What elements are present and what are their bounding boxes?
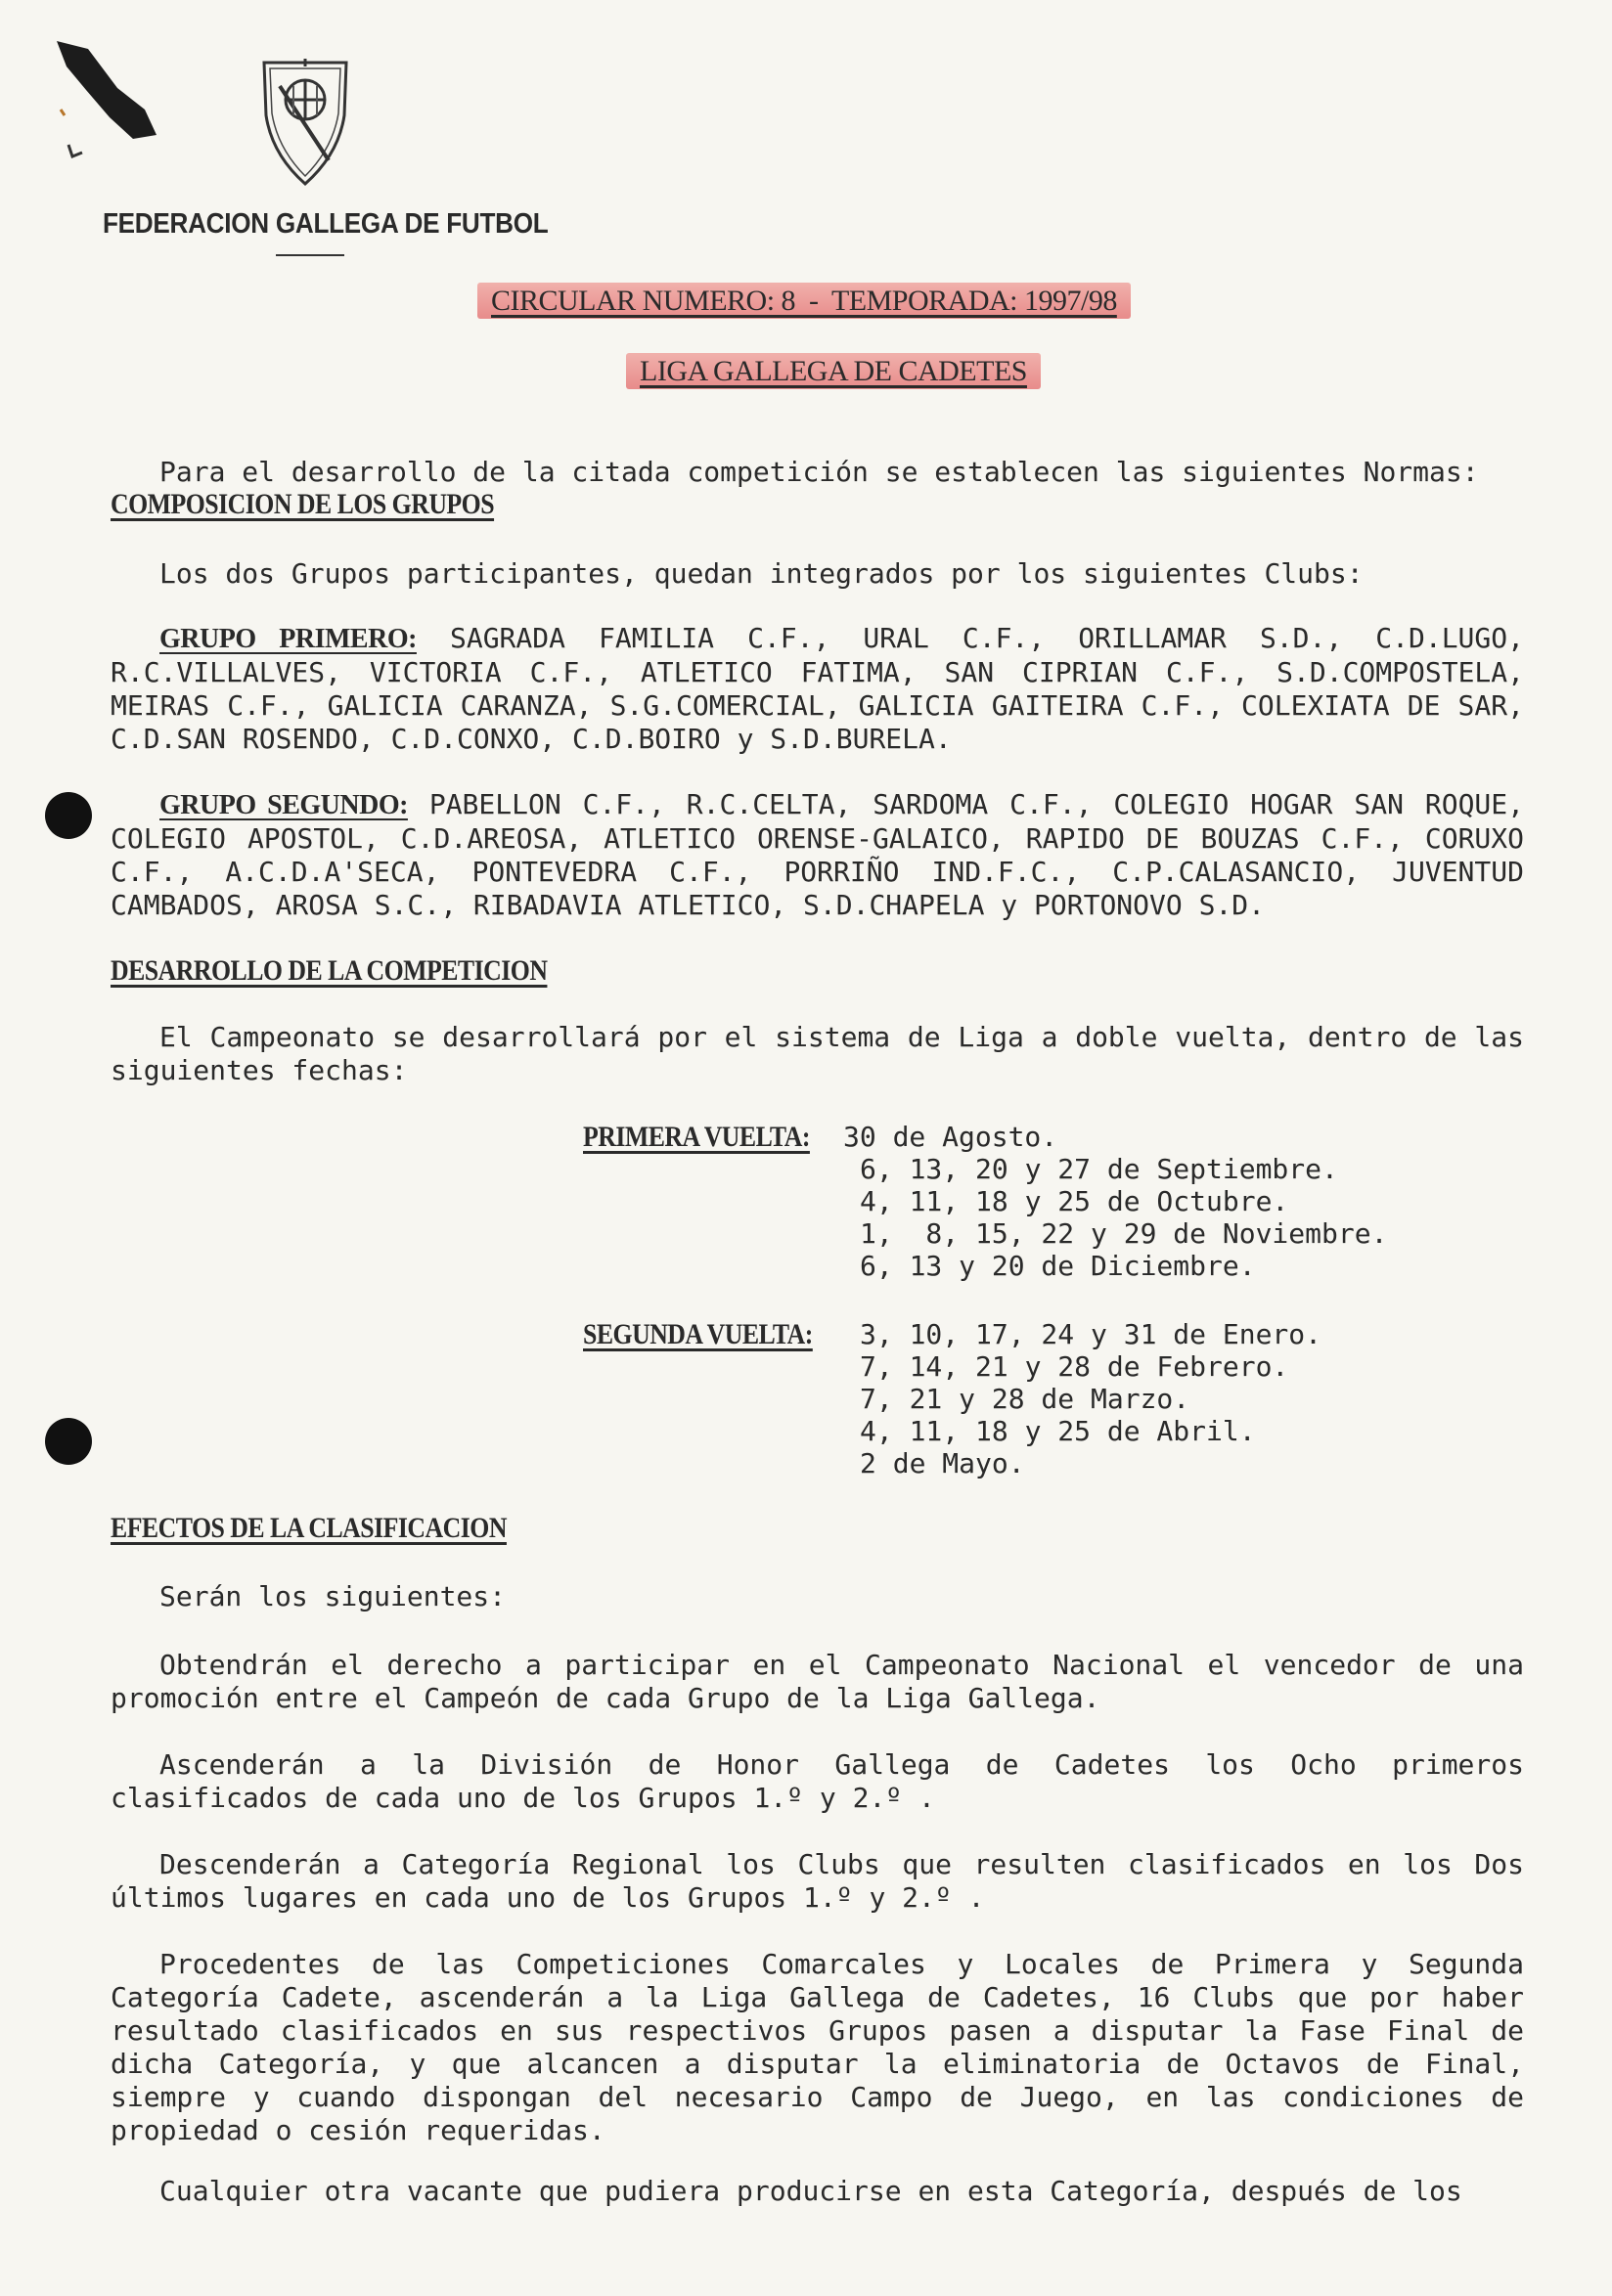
- circular-title: CIRCULAR NUMERO: 8 - TEMPORADA: 1997/98: [477, 283, 1131, 319]
- circular-heading: [477, 285, 1131, 318]
- development-paragraph: El Campeonato se desarrollará por el sistema de Liga a doble vuelta, dentro de las siguientes fechas:: [111, 1021, 1524, 1086]
- second-round-dates: [860, 1318, 1321, 1479]
- corner-stain: [49, 20, 176, 166]
- federation-name: FEDERACION GALLEGA DE FUTBOL: [103, 208, 549, 240]
- effects-intro: Serán los siguientes:: [159, 1580, 507, 1612]
- first-round-dates: [843, 1121, 1387, 1282]
- first-round-label: PRIMERA VUELTA:: [583, 1121, 810, 1153]
- effects-paragraph-2: Ascenderán a la División de Honor Gallega de Cadetes los Ocho primeros clasificados de cada uno de los Grupos 1.º y 2.º .: [111, 1748, 1524, 1814]
- competition-title: LIGA GALLEGA DE CADETES: [626, 353, 1041, 389]
- section-title-composition: COMPOSICION DE LOS GRUPOS: [111, 488, 495, 520]
- first-round-date: 1, 8, 15, 22 y 29 de Noviembre.: [860, 1217, 1388, 1250]
- effects-paragraph-3: Descenderán a Categoría Regional los Clubs que resulten clasificados en los Dos últimos lugares en cada uno de los Grupos 1.º y 2.º .: [111, 1848, 1524, 1914]
- effects-paragraph-5: Cualquier otra vacante que pudiera producirse en esta Categoría, después de los: [159, 2175, 1462, 2207]
- first-round-date: 6, 13 y 20 de Diciembre.: [860, 1250, 1256, 1282]
- punch-hole: [45, 1418, 92, 1465]
- group-one-paragraph: [111, 622, 1524, 756]
- group-two-label: GRUPO SEGUNDO:: [159, 790, 408, 820]
- effects-paragraph-4: Procedentes de las Competiciones Comarcales y Locales de Primera y Segunda Categoría Cadete, ascenderán a la Liga Gallega de Cadetes, 16 Clubs que por haber resultado clasificados en sus respectivos Grupos pasen a disputar la Fase Final de dicha Categoría, y que alcancen a disputar la eliminatoria de Octavos de Final, siempre y cuando dispongan del necesario Campo de Juego, en las condiciones de propiedad o cesión requeridas.: [111, 1948, 1524, 2146]
- first-round-date: 6, 13, 20 y 27 de Septiembre.: [860, 1153, 1338, 1185]
- second-round-date: 3, 10, 17, 24 y 31 de Enero.: [860, 1318, 1322, 1350]
- first-round-date: 4, 11, 18 y 25 de Octubre.: [860, 1185, 1289, 1217]
- section-title-development: DESARROLLO DE LA COMPETICION: [111, 954, 548, 987]
- group-one-clubs: SAGRADA FAMILIA C.F., URAL C.F., ORILLAMAR S.D., C.D.LUGO, R.C.VILLALVES, VICTORIA C.F., ATLETICO FATIMA, SAN CIPRIAN C.F., S.D.COMPOSTELA, MEIRAS C.F., GALICIA CARANZA, S.G.COMERCIAL, GALICIA GAITEIRA C.F., COLEXIATA DE SAR, C.D.SAN ROSENDO, C.D.CONXO, C.D.BOIRO y S.D.BURELA.: [111, 622, 1524, 755]
- competition-heading: [626, 355, 1041, 388]
- second-round-date: 4, 11, 18 y 25 de Abril.: [860, 1415, 1256, 1447]
- federation-divider: [276, 254, 344, 256]
- second-round-label: SEGUNDA VUELTA:: [583, 1318, 813, 1350]
- group-two-clubs: PABELLON C.F., R.C.CELTA, SARDOMA C.F., COLEGIO HOGAR SAN ROQUE, COLEGIO APOSTOL, C.D.AREOSA, ATLETICO ORENSE-GALAICO, RAPIDO DE BOUZAS C.F., CORUXO C.F., A.C.D.A'SECA, PONTEVEDRA C.F., PORRIÑO IND.F.C., C.P.CALASANCIO, JUVENTUD CAMBADOS, AROSA S.C., RIBADAVIA ATLETICO, S.D.CHAPELA y PORTONOVO S.D.: [111, 788, 1525, 921]
- intro-paragraph: Para el desarrollo de la citada competición se establecen las siguientes Normas:: [159, 456, 1479, 488]
- federation-shield-logo: [260, 57, 350, 188]
- section-title-effects: EFECTOS DE LA CLASIFICACION: [111, 1512, 507, 1544]
- second-round-date: 7, 14, 21 y 28 de Febrero.: [860, 1350, 1289, 1383]
- composition-intro: Los dos Grupos participantes, quedan integrados por los siguientes Clubs:: [159, 557, 1364, 590]
- effects-paragraph-1: Obtendrán el derecho a participar en el Campeonato Nacional el vencedor de una promoción entre el Campeón de cada Grupo de la Liga Gallega.: [111, 1649, 1524, 1714]
- group-two-paragraph: [111, 788, 1524, 922]
- punch-hole: [45, 792, 92, 839]
- first-round-date: 30 de Agosto.: [843, 1121, 1058, 1153]
- second-round-date: 7, 21 y 28 de Marzo.: [860, 1383, 1190, 1415]
- group-one-label: GRUPO PRIMERO:: [159, 624, 417, 654]
- second-round-date: 2 de Mayo.: [860, 1447, 1025, 1479]
